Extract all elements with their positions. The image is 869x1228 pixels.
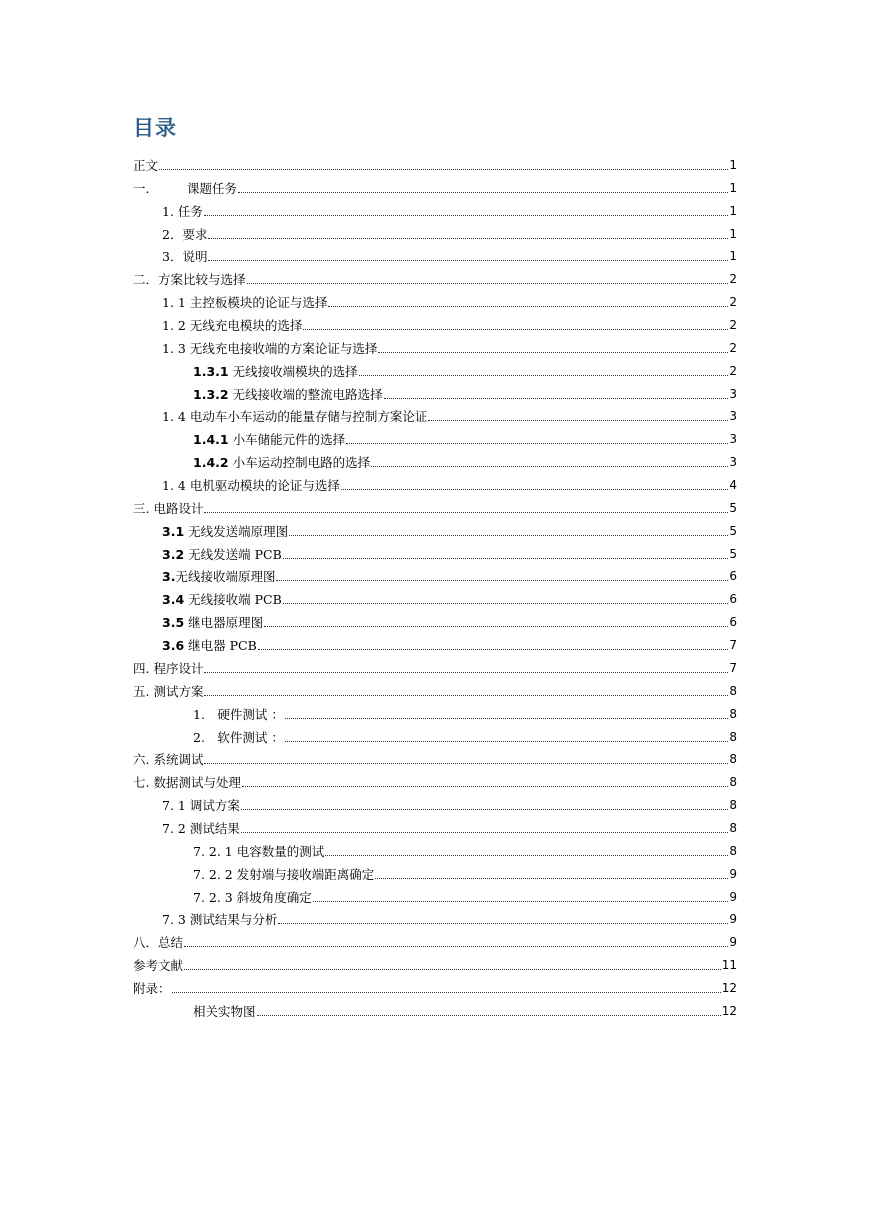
dot-leader bbox=[242, 786, 728, 787]
dot-leader bbox=[346, 443, 728, 444]
toc-page-number: 12 bbox=[721, 1003, 737, 1018]
toc-entry-label bbox=[162, 569, 275, 584]
toc-entry-label: 四. 程序设计 bbox=[133, 660, 204, 676]
toc-entry[interactable] bbox=[162, 517, 737, 539]
toc-entry-label bbox=[193, 455, 370, 470]
dot-leader bbox=[371, 466, 728, 467]
toc-entry-number: 3.5 bbox=[162, 615, 185, 631]
dot-leader bbox=[208, 260, 728, 261]
toc-page-number: 8 bbox=[729, 706, 737, 721]
toc-entry-label bbox=[162, 524, 288, 539]
toc-entry-text: 继电器 PCB bbox=[184, 638, 257, 654]
toc-entry[interactable] bbox=[133, 265, 737, 287]
toc-entry[interactable] bbox=[162, 631, 737, 653]
toc-page-number: 4 bbox=[729, 478, 737, 493]
toc-entry-text: 小车运动控制电路的选择 bbox=[228, 455, 371, 471]
toc-entry[interactable] bbox=[162, 220, 737, 242]
dot-leader bbox=[241, 832, 729, 833]
toc-entry[interactable] bbox=[133, 654, 737, 676]
dot-leader bbox=[264, 626, 728, 627]
toc-entry[interactable] bbox=[133, 951, 737, 973]
toc-entry-label: 六. 系统调试 bbox=[133, 752, 204, 768]
toc-entry-text: 继电器原理图 bbox=[184, 615, 264, 631]
toc-page-number: 1 bbox=[729, 249, 737, 264]
dot-leader bbox=[378, 352, 728, 353]
dot-leader bbox=[247, 283, 729, 284]
toc-entry-label: 1. 任务 bbox=[162, 203, 203, 219]
toc-entry[interactable] bbox=[193, 425, 737, 447]
toc-page-number: 9 bbox=[729, 889, 737, 904]
toc-page-number: 5 bbox=[729, 523, 737, 538]
toc-entry[interactable] bbox=[162, 540, 737, 562]
dot-leader bbox=[428, 420, 728, 421]
dot-leader bbox=[238, 192, 728, 193]
dot-leader bbox=[204, 695, 728, 696]
dot-leader bbox=[384, 398, 729, 399]
toc-entry-label: 1. 硬件测试 ： bbox=[193, 706, 284, 722]
toc-entry-text: 无线接收端原理图 bbox=[175, 569, 276, 585]
toc-page-number: 5 bbox=[729, 546, 737, 561]
toc-page-number: 1 bbox=[729, 158, 737, 172]
toc-entry[interactable] bbox=[162, 197, 737, 219]
toc-entry[interactable] bbox=[193, 380, 737, 402]
toc-page-number: 7 bbox=[729, 660, 737, 675]
toc-entry[interactable] bbox=[162, 585, 737, 607]
toc-entry[interactable] bbox=[162, 905, 737, 927]
toc-page-number: 8 bbox=[729, 820, 737, 835]
toc-entry[interactable] bbox=[193, 997, 737, 1019]
toc-entry[interactable] bbox=[162, 471, 737, 493]
toc-page-number: 1 bbox=[729, 203, 737, 218]
toc-entry-label: 1. 2 无线充电模块的选择 bbox=[162, 318, 303, 334]
toc-entry-label: 1. 3 无线充电接收端的方案论证与选择 bbox=[162, 340, 378, 356]
toc-page-number: 8 bbox=[729, 775, 737, 790]
toc-page-number: 1 bbox=[729, 226, 737, 241]
toc-page-number: 3 bbox=[729, 409, 737, 424]
dot-leader bbox=[313, 901, 729, 902]
dot-leader bbox=[285, 718, 728, 719]
toc-page-number: 2 bbox=[729, 272, 737, 287]
toc-entry[interactable] bbox=[133, 677, 737, 699]
toc-page-number: 2 bbox=[729, 340, 737, 355]
toc-entry-number: 3.4 bbox=[162, 592, 185, 608]
toc-entry[interactable] bbox=[162, 334, 737, 356]
toc-entry[interactable] bbox=[133, 928, 737, 950]
dot-leader bbox=[285, 741, 728, 742]
toc-entry[interactable] bbox=[162, 791, 737, 813]
dot-leader bbox=[159, 169, 728, 170]
toc-page-number: 3 bbox=[729, 432, 737, 447]
dot-leader bbox=[204, 763, 728, 764]
dot-leader bbox=[341, 489, 729, 490]
dot-leader bbox=[289, 535, 728, 536]
toc-entry[interactable] bbox=[162, 242, 737, 264]
toc-entry-label: 附录： bbox=[133, 980, 171, 996]
toc-entry-label: 7. 2. 1 电容数量的测试 bbox=[193, 843, 325, 859]
toc-entry-label: 7. 2 测试结果 bbox=[162, 820, 240, 836]
toc-entry-label: 7. 2. 3 斜坡角度确定 bbox=[193, 889, 312, 905]
dot-leader bbox=[204, 672, 728, 673]
dot-leader bbox=[241, 809, 729, 810]
toc-page-number: 9 bbox=[729, 912, 737, 927]
toc-entry-label: 一. 课题任务 bbox=[133, 180, 237, 196]
toc-entry[interactable] bbox=[193, 700, 737, 722]
dot-leader bbox=[375, 878, 728, 879]
toc-entry-label: 三. 电路设计 bbox=[133, 500, 204, 516]
toc-page-number: 8 bbox=[729, 752, 737, 767]
toc-entry[interactable] bbox=[133, 974, 737, 996]
toc-entry[interactable] bbox=[133, 151, 737, 173]
toc-page-number: 7 bbox=[729, 638, 737, 653]
toc-page-number: 3 bbox=[729, 386, 737, 401]
toc-page-number: 9 bbox=[729, 935, 737, 950]
toc-entry-label: 7. 1 调试方案 bbox=[162, 798, 240, 814]
toc-entry-text: 无线发送端原理图 bbox=[184, 523, 289, 539]
toc-title: 目录 bbox=[133, 116, 177, 140]
toc-entry-label bbox=[193, 387, 383, 402]
toc-entry-number: 3. bbox=[162, 569, 176, 585]
toc-entry-number: 1.3.2 bbox=[193, 386, 229, 402]
toc-entry[interactable] bbox=[133, 494, 737, 516]
toc-entry-text: 无线接收端 PCB bbox=[184, 592, 282, 608]
toc-entry[interactable] bbox=[133, 745, 737, 767]
dot-leader bbox=[325, 855, 728, 856]
toc-entry-text: 无线发送端 PCB bbox=[184, 546, 282, 562]
toc-page-number: 2 bbox=[729, 295, 737, 310]
toc-entry-label: 正文 bbox=[133, 158, 159, 173]
toc-entry[interactable] bbox=[162, 288, 737, 310]
toc-entry-label bbox=[193, 432, 345, 447]
dot-leader bbox=[184, 969, 721, 970]
toc-entry-label bbox=[162, 547, 282, 562]
toc-page-number: 8 bbox=[729, 683, 737, 698]
toc-page-number: 8 bbox=[729, 843, 737, 858]
toc-entry-label bbox=[162, 592, 282, 607]
toc-entry-label: 2．要求 bbox=[162, 226, 208, 242]
toc-entry-label: 7. 3 测试结果与分析 bbox=[162, 912, 278, 928]
dot-leader bbox=[204, 215, 728, 216]
dot-leader bbox=[204, 512, 728, 513]
toc-entry[interactable] bbox=[193, 860, 737, 882]
toc-entry-label bbox=[193, 364, 358, 379]
toc-entry-label: 1. 1 主控板模块的论证与选择 bbox=[162, 295, 328, 311]
dot-leader bbox=[184, 946, 728, 947]
toc-entry-number: 3.2 bbox=[162, 546, 185, 562]
toc-entry-label: 八．总结 bbox=[133, 935, 184, 951]
toc-entry[interactable] bbox=[193, 448, 737, 470]
toc-entry[interactable] bbox=[162, 311, 737, 333]
toc-entry-text: 小车储能元件的选择 bbox=[228, 432, 346, 448]
toc-entry-label bbox=[162, 638, 257, 653]
toc-entry-label: 七. 数据测试与处理 bbox=[133, 775, 241, 791]
toc-page-number: 5 bbox=[729, 500, 737, 515]
toc-entry-number: 1.4.1 bbox=[193, 432, 229, 448]
toc-entry-label: 7. 2. 2 发射端与接收端距离确定 bbox=[193, 866, 375, 882]
dot-leader bbox=[258, 649, 729, 650]
toc-page-number: 9 bbox=[729, 866, 737, 881]
toc-page-number: 2 bbox=[729, 363, 737, 378]
toc-page-number: 11 bbox=[721, 958, 737, 973]
toc-page-number: 2 bbox=[729, 318, 737, 333]
dot-leader bbox=[359, 375, 729, 376]
toc-entry-number: 1.3.1 bbox=[193, 363, 229, 379]
toc-entry[interactable] bbox=[193, 837, 737, 859]
toc-entry[interactable] bbox=[162, 814, 737, 836]
toc-entry-label: 2. 软件测试 ： bbox=[193, 729, 284, 745]
toc-entry[interactable] bbox=[193, 883, 737, 905]
toc-page-number: 8 bbox=[729, 729, 737, 744]
toc-entry-text: 无线接收端模块的选择 bbox=[228, 363, 358, 379]
dot-leader bbox=[276, 580, 728, 581]
toc-entry[interactable] bbox=[162, 608, 737, 630]
toc-entry[interactable] bbox=[162, 562, 737, 584]
toc-page-number: 8 bbox=[729, 798, 737, 813]
dot-leader bbox=[278, 923, 728, 924]
toc-entry-label: 相关实物图 bbox=[193, 1003, 256, 1019]
dot-leader bbox=[257, 1015, 721, 1016]
toc-entry[interactable] bbox=[133, 768, 737, 790]
dot-leader bbox=[208, 238, 728, 239]
dot-leader bbox=[303, 329, 728, 330]
toc-page-number: 6 bbox=[729, 615, 737, 630]
toc-entry-number: 1.4.2 bbox=[193, 455, 229, 471]
toc-entry-text: 无线接收端的整流电路选择 bbox=[228, 386, 383, 402]
toc-entry-label: 1. 4 电动车小车运动的能量存储与控制方案论证 bbox=[162, 409, 428, 425]
toc-entry[interactable] bbox=[193, 357, 737, 379]
dot-leader bbox=[172, 992, 721, 993]
toc-page-number: 1 bbox=[729, 180, 737, 195]
toc-entry-number: 3.1 bbox=[162, 523, 185, 539]
toc-page-number: 6 bbox=[729, 569, 737, 584]
toc-entry-label: 3．说明 bbox=[162, 249, 208, 265]
toc-entry-number: 3.6 bbox=[162, 638, 185, 654]
dot-leader bbox=[283, 558, 729, 559]
toc-entry-label bbox=[162, 615, 263, 630]
toc-entry[interactable] bbox=[193, 723, 737, 745]
toc-entry-label: 五. 测试方案 bbox=[133, 683, 204, 699]
toc-entry-label: 1. 4 电机驱动模块的论证与选择 bbox=[162, 478, 340, 494]
toc-entry-label: 参考文献 bbox=[133, 958, 184, 974]
toc-entry[interactable] bbox=[162, 402, 737, 424]
dot-leader bbox=[328, 306, 728, 307]
toc-page-number: 6 bbox=[729, 592, 737, 607]
toc-entry[interactable] bbox=[133, 174, 737, 196]
toc-entry-label: 二．方案比较与选择 bbox=[133, 272, 246, 288]
dot-leader bbox=[283, 603, 729, 604]
toc-page-number: 12 bbox=[721, 980, 737, 995]
toc-page-number: 3 bbox=[729, 455, 737, 470]
